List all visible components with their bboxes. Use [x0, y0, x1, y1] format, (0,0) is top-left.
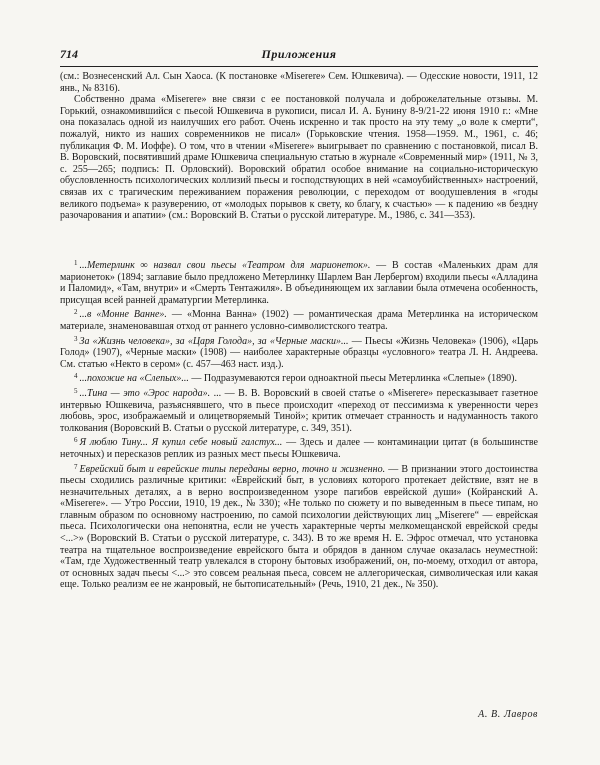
note-text: — В признании этого достоинства пьесы сходились различные критики: «Еврейский быт, в условиях которого протекает действие, взят не в незначительных деталях, а в верно воспроизведенном узоре пагибов еврейской души» (Койранский А. «Miserere». — Утро России, 1910, 19 дек., № 330); «Не только по сюжету и по выведенным в пьесе типам, но главным образом по основному настроению, по самой психологии действующих лиц „Miserere“ — еврейская пьеса. Психологически она непонятна, если не учесть характерные черты мелкомещанской еврейской среды <...>» (Воровский В. Статьи о русской литературе, с. 343). В то же время Н. Е. Эфрос отмечал, что установка театра на тщательное воспроизведение еврейского быта и обрядов в данном случае оказалась неуместной: «Там, где Художественный театр увлекался в сторону бытовых изображений, он, по-моему, отходил от автора, от основных задач пьесы <...> это совсем реальная пьеса, совсем не аллегорическая, символическая или какая еще. Только реализм ее не жанровый, не бытописательный» (Речь, 1910, 21 дек., № 350).	[60, 463, 538, 591]
header-rule	[60, 66, 538, 67]
note-number: 2	[74, 308, 78, 317]
page-header	[60, 47, 538, 65]
note-lemma: ...в «Монне Ванне».	[79, 309, 167, 321]
endnote-7	[60, 462, 538, 592]
note-text: ... — В. В. Воровский в своей статье о «Miserere» пересказывает газетное интервью Юшкевича, разъяснявшего, что в пьесе происходит «переход от пессимизма к уверенности через любовь, эрос, изображаемый и олицетворяемый Тиной»; критик отмечает странность и надуманность такого толкования (Воровский В. Статьи о русской литературе, с. 349, 351).	[60, 387, 538, 434]
endnote-6	[60, 435, 538, 460]
note-text: — Здесь и далее — контаминации цитат (в большинстве неточных) и пересказов реплик из разных мест пьесы Юшкевича.	[60, 437, 538, 460]
note-lemma: За «Жизнь человека», за «Царя Голода», за «Черные маски»...	[79, 335, 349, 347]
note-number: 4	[74, 372, 78, 381]
main-text	[60, 71, 538, 222]
note-lemma: Еврейский быт и еврейские типы переданы верно, точно и жизненно.	[79, 463, 386, 475]
note-number: 7	[74, 462, 78, 471]
endnote-4	[60, 371, 538, 385]
note-lemma: Я люблю Тину... Я купил себе новый галстух...	[79, 437, 283, 449]
endnotes	[60, 258, 538, 592]
endnote-2	[60, 307, 538, 332]
paragraph: Собственно драма «Miserere» вне связи с ее постановкой получала и доброжелательные отзывы. М. Горький, ознакомившийся с пьесой Юшкевича в рукописи, писал И. А. Бунину 8-9/21-22 июня 1910 г.: «Мне она показалась одной из наилучших его работ. Очень искренно и так просто на эту тему „о воле к смерти“, пожалуй, никто из наших современников не писал» (Горьковские чтения. 1958—1959. М., 1961, с. 46; публикация Ф. М. Иоффе). О том, что в чтении «Miserere» выигрывает по сравнению с постановкой, писал В. В. Воровский, посвятивший драме Юшкевича специальную статью в журнале «Современный мир» (1911, № 3, с. 255—265; подпись: П. Орловский). Воровский обратил особое внимание на социально-историческую обусловленность психологических коллизий пьесы и господствующих в ней «самоубийственных» настроений, связав их с трагическим переживанием поражения революции, с переходом от воодушевления в «годы великого подъема» к разуверению, от «молодых порывов к свету, ко благу, к счастью» — к падению «в бездну разочарования и апатии» (см.: Воровский В. Статьи о русской литературе. М., 1986, с. 341—353).	[60, 94, 538, 222]
note-lemma: ...Тина — это «Эрос народа».	[79, 387, 211, 399]
page-number: 714	[60, 47, 78, 61]
note-number: 1	[74, 259, 78, 267]
note-text: — В состав «Маленьких драм для марионеток» (1894; заглавие было предложено Метерлинку Шарлем Ван Лербергом) входили пьесы «Алладина и Паломид», «Там, внутри» и «Смерть Тентажиля». В объединяющем их заглавии была отмечена особенность, присущая всей ранней драматургии Метерлинка.	[60, 260, 538, 306]
note-number: 5	[74, 386, 78, 395]
endnote-5	[60, 386, 538, 434]
note-number: 3	[74, 334, 78, 343]
note-lemma: ...похожие на «Слепых»...	[79, 373, 189, 385]
note-text: — Подразумеваются герои одноактной пьесы Метерлинка «Слепые» (1890).	[188, 373, 517, 385]
author-signature: А. В. Лавров	[478, 709, 538, 720]
note-number: 6	[74, 436, 78, 445]
endnote-3	[60, 334, 538, 371]
note-lemma: ...Метерлинк ∞ назвал свои пьесы «Театром для марионеток».	[79, 260, 371, 271]
endnote-1	[60, 258, 538, 306]
note-text: — «Монна Ванна» (1902) — романтическая драма Метерлинка на историческом материале, знаменовавшая отход от раннего условно-символистского театра.	[60, 309, 539, 332]
note-text: — Пьесы «Жизнь Человека» (1906), «Царь Голод» (1907), «Черные маски» (1908) — наиболее характерные образцы «условного» театра Л. Н. Андреева. См. статью «Некто в сером» (с. 457—463 наст. изд.).	[60, 335, 538, 370]
running-title: Приложения	[261, 47, 337, 61]
paragraph: (см.: Вознесенский Ал. Сын Хаоса. (К постановке «Miserere» Сем. Юшкевича). — Одесские новости, 1911, 12 янв., № 8316).	[60, 71, 538, 94]
